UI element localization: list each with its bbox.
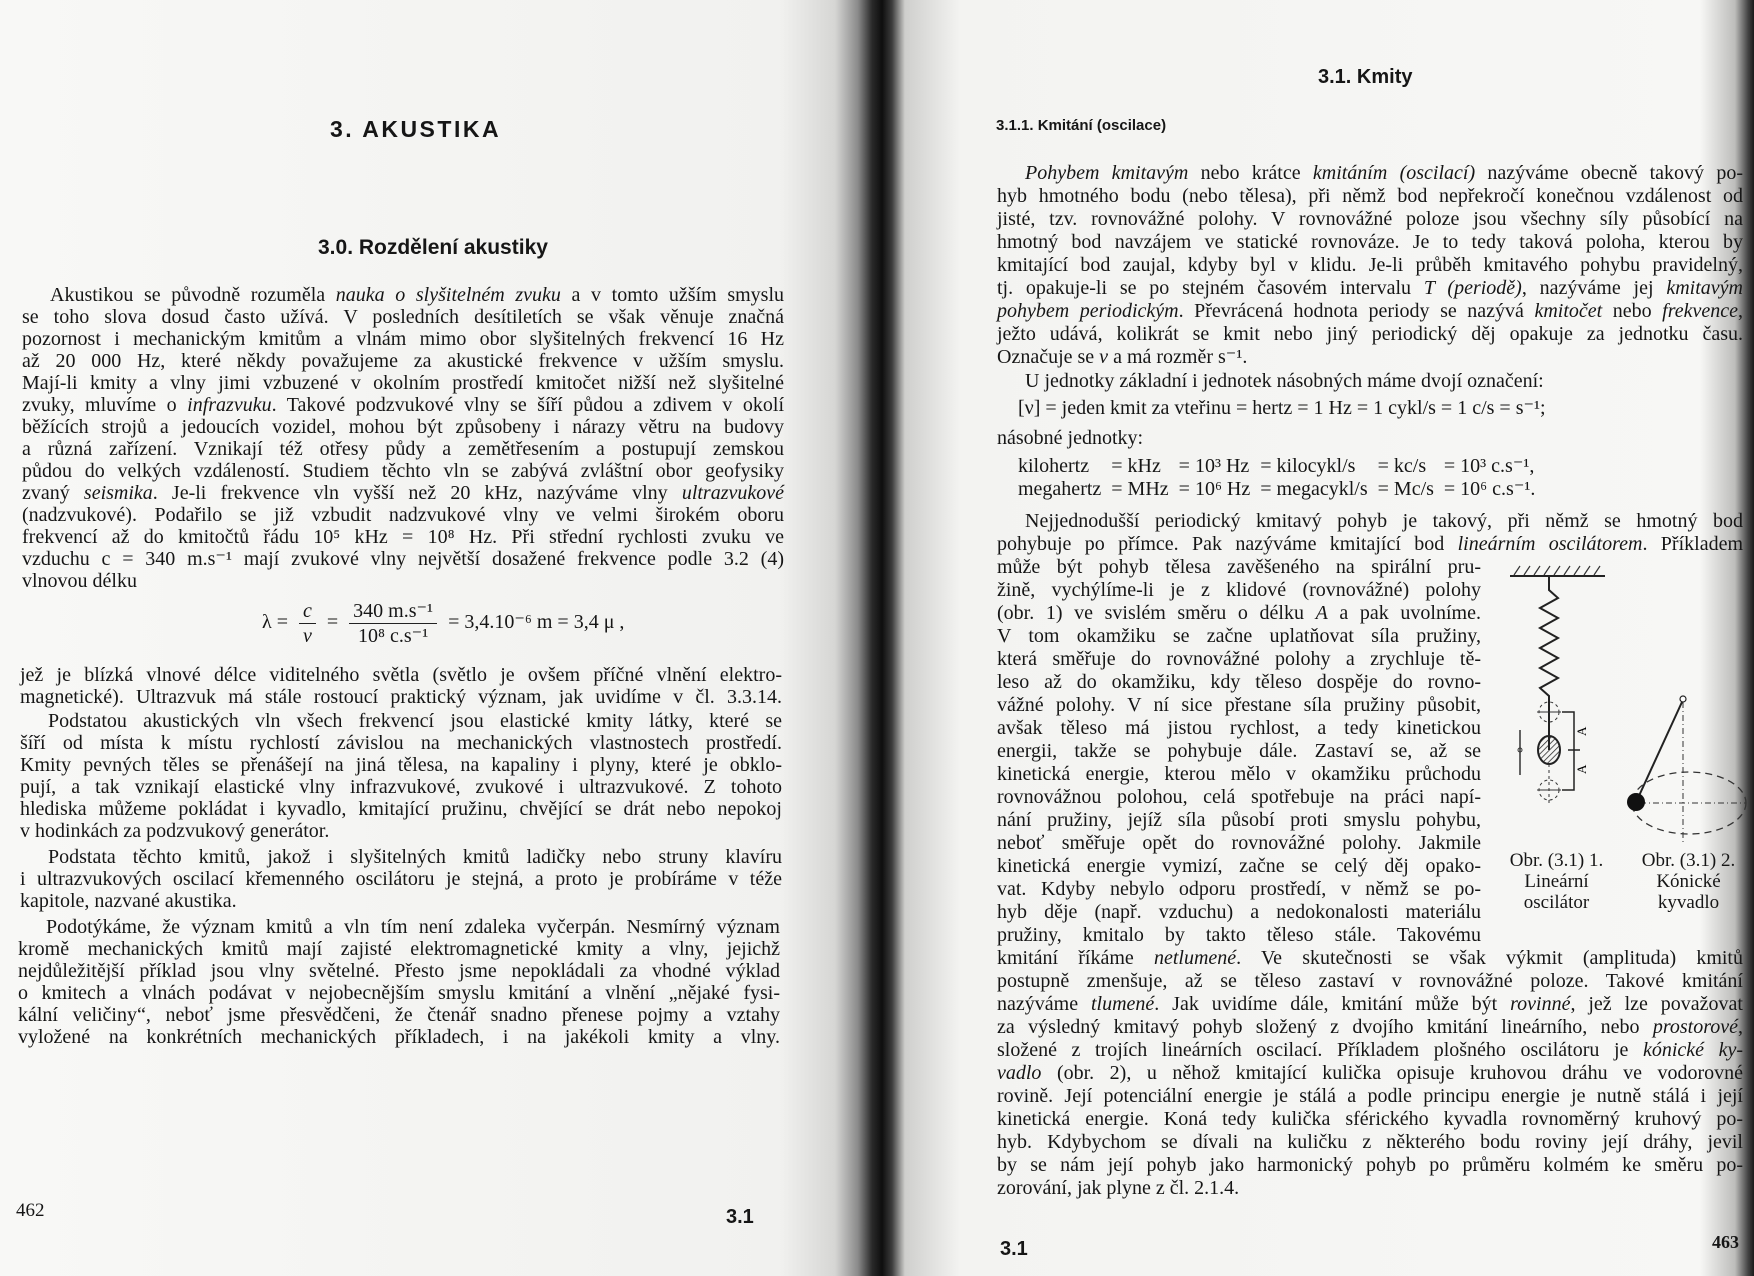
text-run: a má rozměr s⁻¹. bbox=[1108, 346, 1248, 368]
footer-section: 3.1 bbox=[1000, 1238, 1028, 1260]
emphasis: pohybem periodickým bbox=[997, 300, 1179, 322]
text-run: postupně zmenšuje, až se těleso zastaví v rovnovážné poloze. Takové kmitání bbox=[997, 970, 1743, 992]
emphasis: nauka o slyšitelném zvuku bbox=[335, 284, 561, 306]
text-run: která směřuje do rovnovážné polohy a zrychluje tě- bbox=[997, 648, 1481, 670]
text-run: , bbox=[1738, 300, 1743, 322]
text-run: by se nám její pohyb jako harmonický pohyb po průměru kolmém ke směru po- bbox=[997, 1154, 1743, 1176]
amplitude-label: A bbox=[1574, 726, 1589, 736]
emphasis: vadlo bbox=[997, 1062, 1042, 1084]
table-cell: = kHz bbox=[1111, 455, 1161, 477]
emphasis: prostorové bbox=[1652, 1016, 1738, 1038]
text-run: kinetická energie, kterou mělo v okamžiku průchodu bbox=[997, 763, 1481, 785]
table-cell: = kilocykl/s bbox=[1260, 455, 1356, 477]
text-line bbox=[997, 1039, 1743, 1062]
text-line bbox=[997, 1108, 1743, 1131]
text-run: . Jak uvidíme dále, kmitání může být bbox=[1154, 993, 1511, 1015]
text-line bbox=[997, 625, 1481, 648]
mass-ball bbox=[1538, 736, 1560, 764]
text-run: vyložené na konkrétních mechanických příkladech, i na jakékoli kmity a vlny. bbox=[18, 1026, 780, 1048]
spring-icon bbox=[1540, 576, 1558, 750]
emphasis: A bbox=[1315, 602, 1328, 624]
text-run: zvaný bbox=[22, 482, 84, 504]
text-run: vzduchu c = 340 m.s⁻¹ mají zvukové vlny největší dosažené frekvence podle 3.2 (4) bbox=[22, 548, 784, 570]
text-run: jež je blízká vlnové délce viditelného světla (světlo je ovšem příčné vlnění elektro- bbox=[20, 664, 782, 686]
emphasis: T (periodě) bbox=[1423, 277, 1522, 299]
text-run: Podotýkáme, že význam kmitů a vln tím není zdaleka vyčerpán. Nesmírný význam bbox=[46, 916, 780, 938]
text-run: Akustikou se původně rozuměla bbox=[50, 284, 336, 306]
text-line bbox=[997, 346, 1743, 369]
table-cell: = 10⁶ Hz bbox=[1178, 478, 1251, 500]
emphasis: Pohybem kmitavým bbox=[1025, 162, 1189, 184]
text-run: energii, takže se pohybuje dále. Zastaví se, až se bbox=[997, 740, 1481, 762]
linear-oscillator-figure bbox=[1510, 566, 1605, 804]
text-run: hyb. Kdybychom se dívali na kuličku z některého bodu roviny její dráhy, jevil bbox=[997, 1131, 1743, 1153]
text-run: a v tomto užším smyslu bbox=[560, 284, 785, 306]
text-run: hlediska můžeme pokládat i kyvadlo, kmitající pružinu, chvějící se drát nebo nepokoj bbox=[20, 798, 782, 820]
text-run: kmitající bod zaujal, kdyby byl v klidu. Je-li průběh kmitavého pohybu pravidelný, bbox=[997, 254, 1743, 276]
pendulum-ball bbox=[1627, 793, 1645, 811]
text-line bbox=[997, 533, 1743, 556]
running-title: 3.1. Kmity bbox=[1318, 66, 1413, 88]
numerator: 340 m.s⁻¹ bbox=[349, 600, 437, 624]
text-run: leso až do okamžiku, kdy těleso dospěje do rovno- bbox=[997, 671, 1481, 693]
text-line bbox=[997, 763, 1481, 786]
unit-formula: [ν] = jeden kmit za vteřinu = hertz = 1 Hz = 1 cykl/s = 1 c/s = s⁻¹; bbox=[1018, 397, 1546, 419]
text-line bbox=[997, 277, 1743, 300]
emphasis: kmitáním (oscilací) bbox=[1312, 162, 1476, 184]
figures bbox=[1490, 560, 1754, 845]
subsection-title: 3.1.1. Kmitání (oscilace) bbox=[996, 117, 1167, 134]
text-line bbox=[997, 878, 1481, 901]
text-line bbox=[997, 231, 1743, 254]
text-line bbox=[997, 901, 1481, 924]
text-run: V tom okamžiku se začne uplatňovat síla pružiny, bbox=[997, 625, 1481, 647]
multiples-label: násobné jednotky: bbox=[997, 427, 1144, 449]
text-run: U jednotky základní i jednotek násobných máme dvojí označení: bbox=[1025, 370, 1544, 392]
text-run: , nazýváme jej bbox=[1521, 277, 1667, 299]
text-run: Podstatou akustických vln všech frekvencí jsou elastické kmity látky, které se bbox=[48, 710, 782, 732]
text-run: kální veličiny“, neboť jsme přesvědčeni, že čtenář snadno přenese pojmy a vztahy bbox=[18, 1004, 780, 1026]
text-run: , bbox=[1738, 1016, 1743, 1038]
text-run: zvuky, mluvíme o bbox=[22, 394, 188, 416]
emphasis: infrazvuku bbox=[187, 394, 272, 416]
text-run: . Je-li frekvence vln vyšší než 20 kHz, nazýváme vlny bbox=[152, 482, 682, 504]
figure1-caption bbox=[1494, 850, 1619, 913]
ceiling-hatch bbox=[1514, 566, 1600, 575]
table-cell: kilohertz bbox=[1018, 455, 1090, 477]
table-cell: = kc/s bbox=[1377, 455, 1427, 477]
amplitude-label: A bbox=[1574, 764, 1589, 774]
text-line bbox=[997, 1062, 1743, 1085]
text-run: a různá zařízení. Vznikají též otřesy půdy a zemětřesením a postupují zemskou bbox=[22, 438, 784, 460]
caption-line: Obr. (3.1) 2. bbox=[1641, 850, 1736, 871]
caption-line: Obr. (3.1) 1. bbox=[1509, 850, 1604, 871]
text-line bbox=[997, 1154, 1743, 1177]
numerator: c bbox=[299, 600, 316, 624]
table-cell: = Mc/s bbox=[1377, 478, 1434, 500]
text-run: vat. Kdyby nebylo odporu prostředí, v němž se po- bbox=[997, 878, 1481, 900]
emphasis: kmitavým bbox=[1666, 277, 1743, 299]
text-line bbox=[997, 671, 1481, 694]
paragraph bbox=[997, 370, 1743, 393]
text-line bbox=[997, 924, 1481, 947]
text-line bbox=[997, 855, 1481, 878]
text-run: avšak těleso má jistou rychlost, a tedy kinetickou bbox=[997, 717, 1481, 739]
text-run: . Převrácená hodnota periody se nazývá bbox=[1178, 300, 1535, 322]
table-row bbox=[1018, 478, 1545, 501]
pendulum-string bbox=[1638, 702, 1682, 798]
emphasis: kmitočet bbox=[1534, 300, 1603, 322]
text-run: hyb hmotného bodu (nebo tělesa), při němž bod nepřekročí konečnou vzdálenost od bbox=[997, 185, 1743, 207]
text-run: magnetické). Ultrazvuk má stále rostoucí praktický význam, jak uvidíme v čl. 3.3.14. bbox=[20, 686, 782, 708]
emphasis: lineárním oscilátorem bbox=[1457, 533, 1643, 555]
text-run: kmitání říkáme bbox=[997, 947, 1154, 969]
text-run: složené z trojích lineárních oscilací. Příkladem plošného oscilátoru je bbox=[997, 1039, 1643, 1061]
emphasis: kónické ky- bbox=[1642, 1039, 1744, 1061]
emphasis: ultrazvukové bbox=[681, 482, 784, 504]
text-run: Nejjednodušší periodický kmitavý pohyb je takový, při němž se hmotný bod bbox=[1025, 510, 1743, 532]
text-run: nebo krátce bbox=[1188, 162, 1313, 184]
conical-pendulum-figure bbox=[1627, 696, 1746, 842]
text-run: nazýváme obecně takový po- bbox=[1475, 162, 1743, 184]
text-line bbox=[997, 717, 1481, 740]
caption-line: oscilátor bbox=[1523, 892, 1590, 913]
text-line bbox=[997, 1085, 1743, 1108]
emphasis: netlumené bbox=[1153, 947, 1237, 969]
text-run: nazýváme bbox=[997, 993, 1091, 1015]
text-run: Kmity pevných těles se přenášejí na jiná tělesa, na kapaliny i plyny, které je obklo- bbox=[20, 754, 782, 776]
text-run: jisté, tzv. rovnovážné polohy. V rovnovážné poloze jsou všechny síly působící na bbox=[997, 208, 1743, 230]
text-run: pozornost i mechanickým kmitům a vlnám mimo obor slyšitelných frekvencí 16 Hz bbox=[22, 328, 784, 350]
text-run: hmotný bod navzájem ve statické rovnováze. Je to tedy taková poloha, kterou by bbox=[997, 231, 1743, 253]
text-run: rovnovážnou polohou, celá spotřebuje na práci napí- bbox=[997, 786, 1481, 808]
table-cell: = MHz bbox=[1111, 478, 1169, 500]
paragraph bbox=[997, 162, 1743, 369]
text-run: až 20 000 Hz, které někdy považujeme za akustické frekvence v užším smyslu. bbox=[22, 350, 784, 372]
text-run: žině, vychýlíme-li je z klidové (rovnovážné) polohy bbox=[997, 579, 1481, 601]
page-number: 462 bbox=[16, 1200, 45, 1221]
chapter-title: 3. AKUSTIKA bbox=[330, 116, 502, 142]
footer-section: 3.1 bbox=[726, 1206, 754, 1228]
text-line bbox=[997, 370, 1743, 393]
text-line bbox=[997, 832, 1481, 855]
text-line bbox=[997, 809, 1481, 832]
text-run: a pak uvolníme. bbox=[1327, 602, 1481, 624]
text-line bbox=[997, 579, 1481, 602]
text-run: nání pružiny, jejíž síla působí proti smyslu pohybu, bbox=[997, 809, 1481, 831]
paragraph-intro bbox=[997, 510, 1743, 556]
text-line bbox=[997, 1016, 1743, 1039]
page-number: 463 bbox=[1712, 1232, 1739, 1252]
text-run: v hodinkách za podzvukový generátor. bbox=[20, 820, 330, 842]
text-line bbox=[997, 510, 1743, 533]
denominator: 10⁸ c.s⁻¹ bbox=[358, 625, 429, 647]
text-run: Podstata těchto kmitů, jakož i slyšitelných kmitů ladičky nebo struny klavíru bbox=[48, 846, 782, 868]
text-line bbox=[997, 694, 1481, 717]
text-line bbox=[997, 786, 1481, 809]
text-run: i ultrazvukových oscilací křemenného oscilátoru je stejná, a proto je probíráme v téže bbox=[20, 868, 782, 890]
text-line bbox=[997, 1131, 1743, 1154]
emphasis: ν bbox=[1099, 346, 1109, 368]
section-title: 3.0. Rozdělení akustiky bbox=[318, 236, 548, 259]
text-run: . Takové podzvukové vlny se šíří půdou a zdivem v okolí bbox=[271, 394, 784, 416]
formula-lhs: λ = bbox=[262, 611, 288, 634]
table-cell: = megacykl/s bbox=[1260, 478, 1368, 500]
text-run: může být pohyb tělesa zavěšeného na spirální pru- bbox=[997, 556, 1481, 578]
text-run: nejdůležitější příklad jsou vlny světelné. Přesto jsme nepokládali za vhodné výklad bbox=[18, 960, 780, 982]
text-line bbox=[997, 162, 1743, 185]
emphasis: rovinné bbox=[1510, 993, 1571, 1015]
paragraph-after bbox=[997, 947, 1743, 1200]
paragraph-wrapped bbox=[997, 556, 1481, 947]
text-line bbox=[997, 740, 1481, 763]
text-run: (obr. 2), u něhož kmitající kulička opisuje kruhovou dráhu ve vodorovné bbox=[1041, 1062, 1743, 1084]
text-run: o kmitech a vlnách podávat v nejobecnějším smyslu kmitání a vlnění „nějaké fysi- bbox=[18, 982, 780, 1004]
text-run: za výsledný kmitavý pohyb složený z dvojího kmitání lineárního, nebo bbox=[997, 1016, 1653, 1038]
text-run: se toho slova dosud často užívá. V posledních desítiletích se však věnuje značná bbox=[22, 306, 784, 328]
text-line bbox=[997, 970, 1743, 993]
text-run: kapitole, nazvané akustika. bbox=[20, 890, 237, 912]
text-run: ježto udává, kolikrát se kmit nebo jiný periodický děj opakuje za jednotku času. bbox=[997, 323, 1743, 345]
text-line bbox=[997, 300, 1743, 323]
pivot bbox=[1680, 696, 1686, 702]
text-run: Označuje se bbox=[997, 346, 1100, 368]
text-run: frekvencí až do kmitočtů řádu 10⁵ kHz = 10⁸ Hz. Při střední rychlosti zvuku ve bbox=[22, 526, 784, 548]
table-row bbox=[1018, 455, 1545, 478]
table-cell: = 10³ Hz bbox=[1178, 455, 1250, 477]
text-line bbox=[997, 947, 1743, 970]
text-run: hyb děje (např. vzduchu) a nedokonalosti materiálu bbox=[997, 901, 1481, 923]
text-run: půdou do velkých vzdáleností. Studiem těchto vln se zabývá zvláštní obor geofysiky bbox=[22, 460, 784, 482]
text-line bbox=[997, 556, 1481, 579]
text-line bbox=[997, 993, 1743, 1016]
emphasis: seismika bbox=[83, 482, 153, 504]
text-run: pružiny, kmitalo by takto těleso stále. Takovému bbox=[997, 924, 1481, 946]
emphasis: tlumené bbox=[1090, 993, 1155, 1015]
text-line bbox=[997, 185, 1743, 208]
text-line bbox=[997, 648, 1481, 671]
units-table bbox=[1018, 455, 1545, 501]
text-run: kinetická energie. Koná tedy kulička sférického kyvadla rovnoměrný kruhový po- bbox=[997, 1108, 1743, 1130]
caption-line: Lineární bbox=[1524, 871, 1589, 892]
text-run: kromě mechanických kmitů mají zajisté elektromagnetické kmity a vlny, jejichž bbox=[18, 938, 780, 960]
text-line bbox=[997, 208, 1743, 231]
caption-line: Kónické bbox=[1656, 871, 1721, 892]
text-line bbox=[997, 602, 1481, 625]
text-run: zorování, jak plyne z čl. 2.1.4. bbox=[997, 1177, 1240, 1199]
text-run: . Příkladem bbox=[1642, 533, 1743, 555]
table-cell: = 10³ c.s⁻¹, bbox=[1443, 455, 1535, 477]
text-run: tj. opakuje-li se po stejném časovém intervalu bbox=[997, 277, 1424, 299]
table-cell: megahertz bbox=[1018, 478, 1102, 500]
text-run: . Ve skutečnosti se však výkmit (amplituda) kmitů bbox=[1236, 947, 1743, 969]
text-run: neboť směřuje opět do rovnovážné polohy. Jakmile bbox=[997, 832, 1481, 854]
emphasis: frekvence bbox=[1662, 300, 1738, 322]
text-run: Mají-li kmity a vlny jimi vzbuzené v okolním prostředí kmitočet nižší než slyšitelné bbox=[22, 372, 784, 394]
text-run: běžících strojů a jedoucích vozidel, mohou být způsobeny i nárazy větru na budovy bbox=[22, 416, 784, 438]
figure2-caption bbox=[1626, 850, 1751, 913]
text-run: (obr. 1) ve svislém směru o délku bbox=[997, 602, 1316, 624]
caption-line: kyvadlo bbox=[1657, 892, 1720, 913]
text-run: (nadzvukové). Podařilo se již vzbudit nadzvukové vlny ve velmi širokém oboru bbox=[22, 504, 784, 526]
table-cell: = 10⁶ c.s⁻¹. bbox=[1443, 478, 1536, 500]
formula-equals: = bbox=[326, 611, 339, 634]
text-line bbox=[997, 254, 1743, 277]
text-run: pují, a tak vznikají elastické vlny infrazvukové, zvukové i ultrazvukové. Z tohoto bbox=[20, 776, 782, 798]
text-run: nebo bbox=[1602, 300, 1663, 322]
text-run: kinetická energie vymizí, začne se celý děj opako- bbox=[997, 855, 1481, 877]
text-run: vlnovou délku bbox=[22, 570, 137, 592]
text-run: vážné polohy. V ní sice přestane síla pružiny působit, bbox=[997, 694, 1481, 716]
text-run: šíří od místa k místu rychlostí závislou na mechanických vlastnostech prostředí. bbox=[20, 732, 782, 754]
text-run: , jež lze považovat bbox=[1570, 993, 1743, 1015]
formula-result: = 3,4.10⁻⁶ m = 3,4 μ , bbox=[448, 611, 625, 634]
text-run: pohybuje po přímce. Pak nazýváme kmitající bod bbox=[997, 533, 1458, 555]
text-line bbox=[997, 1177, 1743, 1200]
denominator: ν bbox=[302, 625, 312, 647]
text-run: rovině. Její potenciální energie je stálá a podle principu energie je nutně stálá i její bbox=[997, 1085, 1743, 1107]
text-line bbox=[997, 323, 1743, 346]
